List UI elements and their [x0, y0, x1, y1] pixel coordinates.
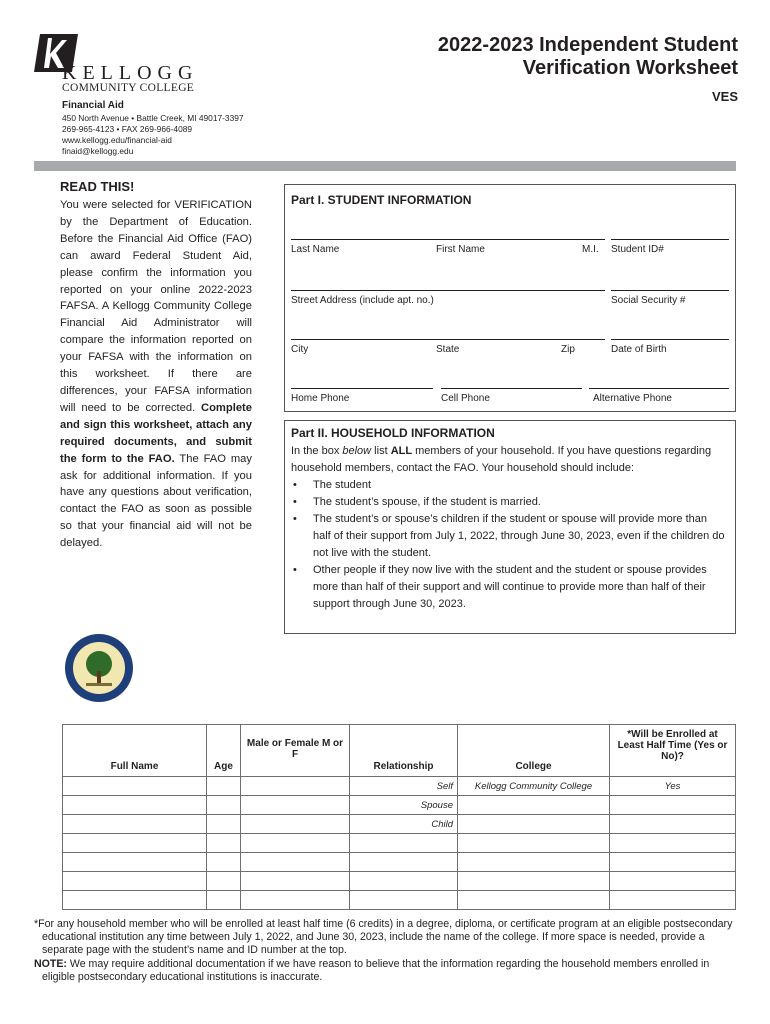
text: You were selected for VERIFICATION by the Department of Education. Before the Financial Aid Office (FAO) can award Federal Student Aid, please confirm the information you reported on your online 2022-2023 FAFSA. A Kellogg Community College Financial Aid Administrator will compare the information reported on your FAFSA with the information on this worksheet. If there are differences, your FAFSA information will need to be corrected. — [60, 199, 252, 414]
cell[interactable] — [207, 853, 241, 872]
text: The FAO may ask for additional information. If you have any questions about verification, contact the FAO as soon as possible so that your financial aid will not be delayed. — [60, 452, 252, 550]
cell[interactable]: Child — [350, 815, 458, 834]
table-row[interactable] — [63, 796, 736, 815]
cell[interactable] — [207, 872, 241, 891]
label-student-id: Student ID# — [611, 244, 664, 255]
table-row[interactable] — [63, 834, 736, 853]
cell[interactable] — [207, 777, 241, 796]
table-row[interactable] — [63, 853, 736, 872]
cell[interactable] — [63, 796, 207, 815]
contact-info — [62, 113, 244, 157]
dob-field[interactable] — [611, 339, 729, 340]
footnote: *For any household member who will be enrolled at least half time (6 credits) in a degree, diploma, or certificate program at an eligible postsecondary educational institution any time between July 1, 2022, and June 30, 2023, include the name of the college. If more space is needed, provide a separate page with the student’s name and ID number at the top. — [34, 918, 733, 957]
column-header: Age — [207, 725, 241, 777]
cell[interactable] — [241, 891, 350, 910]
cell[interactable] — [610, 815, 736, 834]
household-table — [62, 724, 736, 910]
table-header-row — [63, 725, 736, 777]
name-field[interactable] — [291, 239, 605, 240]
cell[interactable] — [207, 891, 241, 910]
table-row[interactable] — [63, 777, 736, 796]
cell[interactable] — [63, 891, 207, 910]
text: ALL — [390, 445, 413, 457]
cell[interactable] — [458, 796, 610, 815]
cell[interactable]: Kellogg Community College — [458, 777, 610, 796]
logo-name: KELLOGG — [62, 62, 199, 84]
cell[interactable] — [610, 891, 736, 910]
cell[interactable] — [63, 834, 207, 853]
cell[interactable] — [63, 853, 207, 872]
title-line: 2022-2023 Independent Student — [437, 34, 738, 56]
text: below — [342, 445, 372, 457]
cell[interactable] — [458, 891, 610, 910]
student-id-field[interactable] — [611, 239, 729, 240]
column-header: *Will be Enrolled at Least Half Time (Yes or No)? — [610, 725, 736, 777]
form-code: VES — [711, 89, 738, 104]
cell[interactable] — [350, 834, 458, 853]
column-header: Male or Female M or F — [241, 725, 350, 777]
title-line: Verification Worksheet — [522, 57, 738, 79]
intro — [291, 443, 727, 477]
column-header: Relationship — [350, 725, 458, 777]
label-street: Street Address (include apt. no.) — [291, 295, 434, 306]
cell[interactable] — [241, 834, 350, 853]
cell[interactable] — [241, 796, 350, 815]
text: list — [371, 445, 391, 457]
cell[interactable] — [610, 796, 736, 815]
cell[interactable] — [610, 834, 736, 853]
page-title — [438, 34, 738, 80]
cell[interactable] — [610, 853, 736, 872]
label-home-phone: Home Phone — [291, 393, 350, 404]
website-link[interactable]: www.kellogg.edu/financial-aid — [62, 135, 172, 145]
note-label: NOTE: — [34, 957, 67, 970]
household-list — [291, 477, 727, 613]
cell[interactable] — [610, 872, 736, 891]
cell[interactable] — [241, 872, 350, 891]
cell[interactable] — [63, 777, 207, 796]
label-cell-phone: Cell Phone — [441, 393, 490, 404]
section-title: Part II. HOUSEHOLD INFORMATION — [291, 426, 495, 440]
email-link[interactable]: finaid@kellogg.edu — [62, 146, 134, 156]
label-dob: Date of Birth — [611, 344, 667, 355]
cell[interactable] — [350, 872, 458, 891]
cell[interactable] — [241, 853, 350, 872]
cell[interactable] — [241, 777, 350, 796]
cell[interactable]: Spouse — [350, 796, 458, 815]
cell[interactable]: Self — [350, 777, 458, 796]
cell[interactable] — [350, 891, 458, 910]
household-information-section — [284, 420, 736, 634]
cell-phone-field[interactable] — [441, 388, 582, 389]
street-field[interactable] — [291, 290, 605, 291]
cell[interactable] — [241, 815, 350, 834]
note-text: We may require additional documentation if we have reason to believe that the information regarding the household members enrolled in eligible postsecondary educational institutions is inaccurate. — [42, 957, 710, 983]
ssn-field[interactable] — [611, 290, 729, 291]
divider-bar — [34, 161, 736, 171]
department-name: Financial Aid — [62, 100, 124, 111]
table-row[interactable] — [63, 891, 736, 910]
read-this-heading: READ THIS! — [60, 179, 135, 194]
department-of-education-seal-icon — [64, 633, 134, 703]
column-header: College — [458, 725, 610, 777]
cell[interactable] — [63, 872, 207, 891]
footer-notes — [34, 918, 744, 984]
cell[interactable] — [458, 872, 610, 891]
list-item: • The student’s or spouse’s children if the student or spouse will provide more than half of their support from July 1, 2022, through June 30, 2023, even if the children do not live with the student. — [291, 511, 727, 562]
label-city: City — [291, 344, 309, 355]
list-item: • Other people if they now live with the student and the student or spouse provides more than half of their support and will continue to provide more than half of their support through June 30, 2023. — [291, 562, 727, 613]
list-item: • The student’s spouse, if the student is married. — [291, 494, 727, 511]
cell[interactable] — [458, 834, 610, 853]
student-information-section — [284, 184, 736, 412]
label-ssn: Social Security # — [611, 295, 686, 306]
cell[interactable]: Yes — [610, 777, 736, 796]
cell[interactable] — [63, 815, 207, 834]
list-item: • The student — [291, 477, 727, 494]
phone: 269-965-4123 • FAX 269-966-4089 — [62, 124, 193, 134]
table-row[interactable] — [63, 872, 736, 891]
cell[interactable] — [350, 853, 458, 872]
cell[interactable] — [207, 796, 241, 815]
cell[interactable] — [458, 815, 610, 834]
label-zip: Zip — [561, 344, 575, 355]
alt-phone-field[interactable] — [589, 388, 729, 389]
section-title: Part I. STUDENT INFORMATION — [291, 193, 472, 207]
read-this-text — [60, 197, 252, 552]
text: members of your household. If you have questions regarding household members, contact the FAO. Your household should include: — [291, 445, 712, 474]
label-mi: M.I. — [582, 244, 599, 255]
text: In the box — [291, 445, 343, 457]
cell[interactable] — [207, 834, 241, 853]
label-last-name: Last Name — [291, 244, 340, 255]
label-alt-phone: Alternative Phone — [593, 393, 672, 404]
column-header: Full Name — [63, 725, 207, 777]
address: 450 North Avenue • Battle Creek, MI 49017-3397 — [62, 113, 244, 123]
city-state-zip-field[interactable] — [291, 339, 605, 340]
label-state: State — [436, 344, 460, 355]
text-bold: Complete and sign this worksheet, attach any required documents, and submit the form to the FAO. — [60, 401, 252, 465]
note — [34, 958, 744, 984]
household-instructions — [291, 443, 727, 613]
home-phone-field[interactable] — [291, 388, 433, 389]
cell[interactable] — [458, 853, 610, 872]
table-row[interactable] — [63, 815, 736, 834]
logo-subtitle: COMMUNITY COLLEGE — [62, 82, 195, 94]
cell[interactable] — [207, 815, 241, 834]
label-first-name: First Name — [436, 244, 485, 255]
